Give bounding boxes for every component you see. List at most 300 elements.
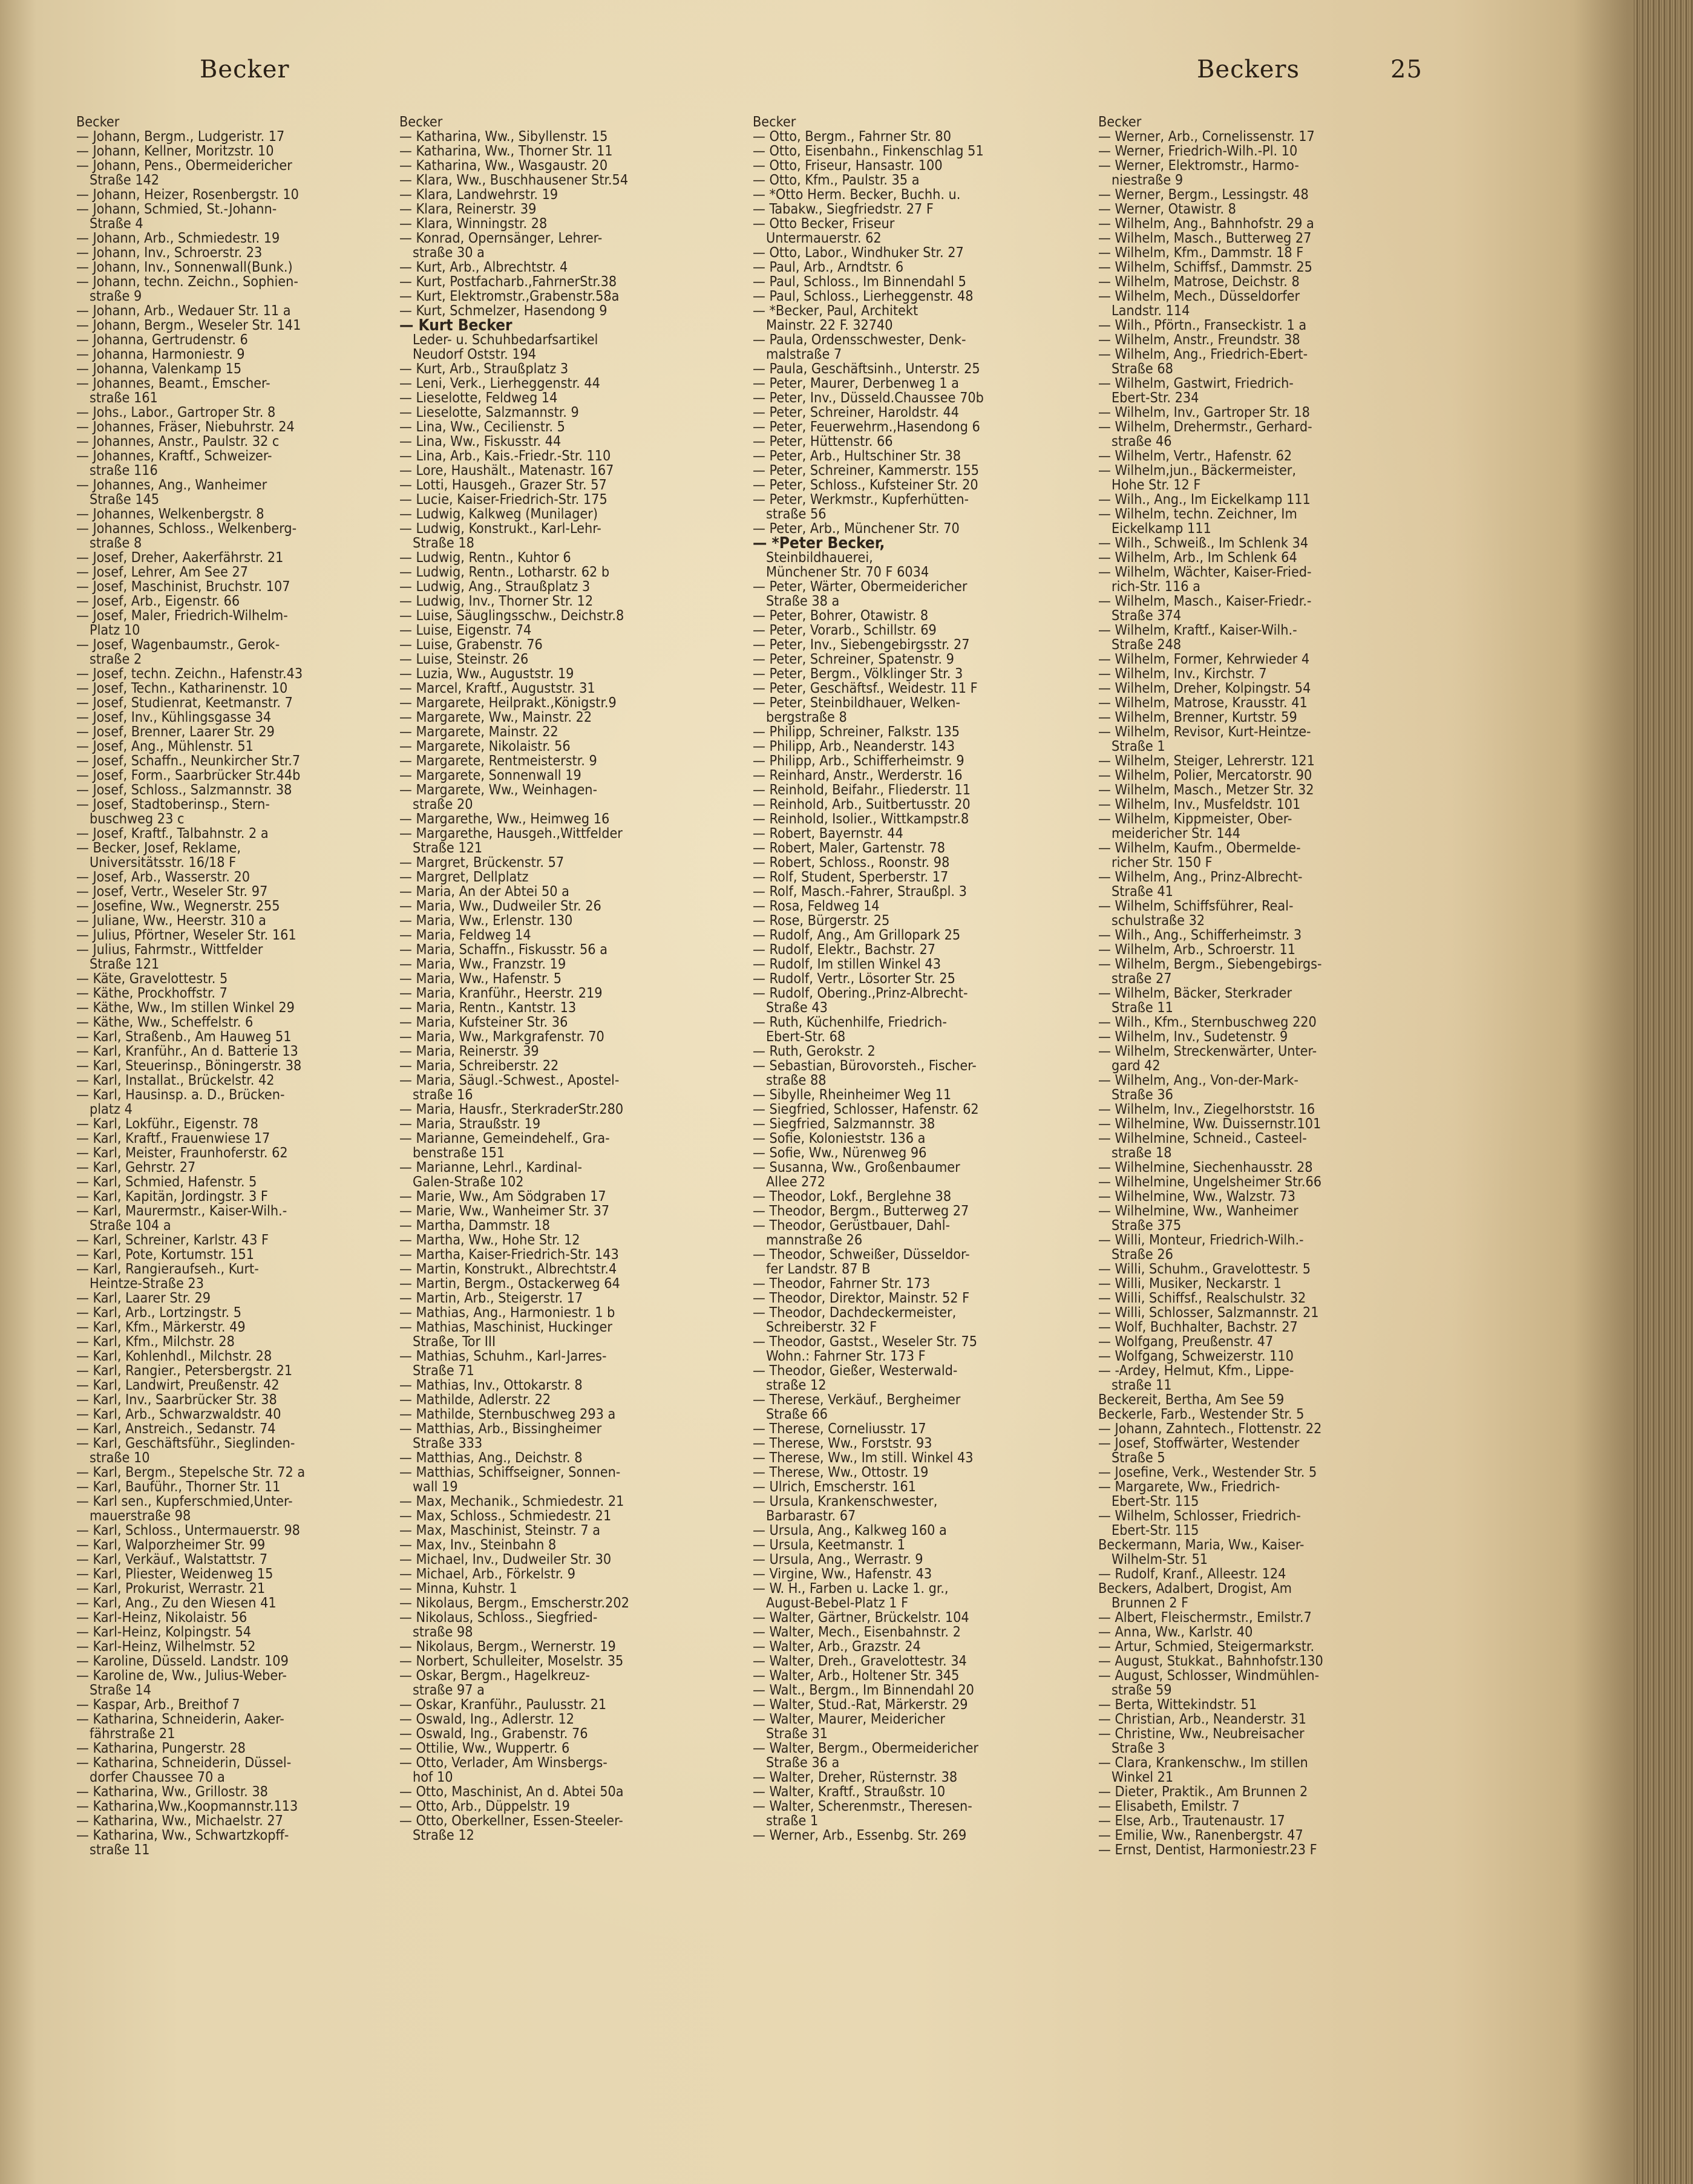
directory-entry-line: niestraße 9	[1112, 173, 1184, 188]
directory-entry-line: straße 116	[90, 463, 158, 478]
directory-entry-line: — Maria, Ww., Markgrafenstr. 70	[399, 1030, 604, 1044]
directory-entry-line: — Otto, Maschinist, An d. Abtei 50a	[399, 1785, 624, 1799]
directory-entry-line: Straße 5	[1112, 1451, 1165, 1465]
directory-entry-line: Becker	[76, 115, 120, 129]
directory-entry-line: — Maria, Ww., Erlenstr. 130	[399, 914, 573, 928]
directory-entry-line: — Wilhelm, Kraftf., Kaiser-Wilh.-	[1098, 623, 1297, 638]
directory-entry-line: — Karl, Bergm., Stepelsche Str. 72 a	[76, 1465, 306, 1480]
directory-entry-line: — Dieter, Praktik., Am Brunnen 2	[1098, 1785, 1308, 1799]
directory-entry-line: — Otto, Verlader, Am Winsbergs-	[399, 1756, 607, 1770]
directory-entry-line: — Wilhelm, Ang., Friedrich-Ebert-	[1098, 347, 1308, 362]
directory-entry-line: Ebert-Str. 234	[1112, 391, 1199, 405]
directory-entry-line: malstraße 7	[766, 347, 842, 362]
directory-entry-line: straße 1	[766, 1814, 819, 1828]
directory-entry-line: — Johann, Schmied, St.-Johann-	[76, 202, 277, 217]
directory-entry-line: Münchener Str. 70 F 6034	[766, 565, 929, 580]
directory-entry-line: — Emilie, Ww., Ranenbergstr. 47	[1098, 1828, 1303, 1843]
directory-entry-line: — Willi, Monteur, Friedrich-Wilh.-	[1098, 1233, 1304, 1247]
directory-entry-line: — Reinhold, Beifahr., Fliederstr. 11	[753, 783, 971, 797]
directory-entry-line: — Wilhelm, Schiffsführer, Real-	[1098, 899, 1294, 914]
directory-entry-line: — Max, Schloss., Schmiedestr. 21	[399, 1509, 612, 1523]
directory-entry-line: — Wilhelm, Drehermstr., Gerhard-	[1098, 420, 1312, 434]
directory-entry-line: — Margarete, Mainstr. 22	[399, 725, 558, 739]
directory-entry-line: — Johanna, Valenkamp 15	[76, 362, 242, 376]
directory-entry-line: — Peter, Schreiner, Spatenstr. 9	[753, 652, 954, 667]
directory-entry-line: straße 9	[90, 289, 142, 304]
directory-entry-line: — Paula, Ordensschwester, Denk-	[753, 333, 966, 347]
directory-entry-line: straße 11	[90, 1843, 150, 1857]
directory-entry-line: — Kurt, Arb., Straußplatz 3	[399, 362, 569, 376]
directory-entry-line: — Rudolf, Vertr., Lösorter Str. 25	[753, 972, 955, 986]
directory-entry-line: — Karl, Pote, Kortumstr. 151	[76, 1247, 255, 1262]
directory-entry-line: — Max, Inv., Steinbahn 8	[399, 1538, 557, 1552]
directory-entry-line: — Otto, Labor., Windhuker Str. 27	[753, 246, 964, 260]
directory-entry-line: straße 88	[766, 1073, 827, 1088]
directory-entry-line: — Josef, Maschinist, Bruchstr. 107	[76, 580, 290, 594]
directory-entry-line: dorfer Chaussee 70 a	[90, 1770, 225, 1785]
directory-entry-line: — Wilhelm, Ang., Von-der-Mark-	[1098, 1073, 1298, 1088]
directory-entry-line: — Marianne, Lehrl., Kardinal-	[399, 1160, 583, 1175]
directory-entry-line: Beckers, Adalbert, Drogist, Am	[1098, 1581, 1292, 1596]
directory-entry-line: schulstraße 32	[1112, 914, 1205, 928]
directory-entry-line: — Margret, Brückenstr. 57	[399, 855, 565, 870]
directory-entry-line: — Peter, Bohrer, Otawistr. 8	[753, 609, 929, 623]
directory-entry-line: — Wilhelm, Steiger, Lehrerstr. 121	[1098, 754, 1315, 768]
directory-entry-line: Straße 375	[1112, 1218, 1182, 1233]
directory-entry-line: — Lieselotte, Feldweg 14	[399, 391, 558, 405]
directory-entry-line: — Wilhelm, Masch., Kaiser-Friedr.-	[1098, 594, 1312, 609]
directory-entry-line: — Klara, Winningstr. 28	[399, 217, 548, 231]
directory-entry-line: — Margarethe, Hausgeh.,Wittfelder	[399, 826, 623, 841]
directory-entry-line: — Karl, Arb., Lortzingstr. 5	[76, 1306, 242, 1320]
directory-entry-line: — Martha, Ww., Hohe Str. 12	[399, 1233, 580, 1247]
directory-entry-line: — Oswald, Ing., Adlerstr. 12	[399, 1712, 574, 1727]
directory-entry-line: wall 19	[413, 1480, 458, 1494]
directory-entry-line: — Paul, Schloss., Im Binnendahl 5	[753, 275, 966, 289]
directory-entry-line: — Marie, Ww., Am Södgraben 17	[399, 1189, 606, 1204]
directory-entry-line: — Wilhelm, Wächter, Kaiser-Fried-	[1098, 565, 1312, 580]
directory-entry-line: — Katharina, Ww., Thorner Str. 11	[399, 144, 613, 159]
directory-entry-line: Wohn.: Fahrner Str. 173 F	[766, 1349, 926, 1364]
directory-entry-line: — Wilhelm, techn. Zeichner, Im	[1098, 507, 1297, 521]
directory-entry-line: — Virgine, Ww., Hafenstr. 43	[753, 1567, 932, 1581]
directory-entry-line: — Werner, Bergm., Lessingstr. 48	[1098, 188, 1309, 202]
directory-entry-line: — Karl, Schmied, Hafenstr. 5	[76, 1175, 257, 1189]
directory-entry-line: — Maria, Ww., Dudweiler Str. 26	[399, 899, 601, 914]
page-number: 25	[1390, 56, 1423, 83]
directory-entry-line: — Johann, Arb., Schmiedestr. 19	[76, 231, 280, 246]
directory-entry-line: — Margret, Dellplatz	[399, 870, 529, 884]
directory-entry-line: — Ulrich, Emscherstr. 161	[753, 1480, 916, 1494]
directory-entry-line: — Johannes, Kraftf., Schweizer-	[76, 449, 272, 463]
directory-entry-line: — Karl-Heinz, Kolpingstr. 54	[76, 1625, 252, 1640]
directory-entry-line: — Werner, Friedrich-Wilh.-Pl. 10	[1098, 144, 1298, 159]
directory-entry-line: Straße 41	[1112, 884, 1173, 899]
directory-entry-line: — Rudolf, Kranf., Alleestr. 124	[1098, 1567, 1286, 1581]
directory-entry-line: — Wilhelm, Kfm., Dammstr. 18 F	[1098, 246, 1304, 260]
directory-entry-line: — Oskar, Kranführ., Paulusstr. 21	[399, 1698, 607, 1712]
directory-entry-line: — Katharina, Ww., Grillostr. 38	[76, 1785, 268, 1799]
directory-entry-line: — Clara, Krankenschw., Im stillen	[1098, 1756, 1308, 1770]
directory-entry-line: Untermauerstr. 62	[766, 231, 882, 246]
directory-entry-line: — Werner, Arb., Cornelissenstr. 17	[1098, 129, 1315, 144]
directory-entry-line: — Katharina, Pungerstr. 28	[76, 1741, 246, 1756]
directory-entry-line: — Marianne, Gemeindehelf., Gra-	[399, 1131, 610, 1146]
directory-entry-line: — Willi, Schiffsf., Realschulstr. 32	[1098, 1291, 1306, 1306]
directory-entry-line: Beckereit, Bertha, Am See 59	[1098, 1393, 1285, 1407]
directory-entry-line: — Theodor, Fahrner Str. 173	[753, 1277, 931, 1291]
directory-entry-line: Allee 272	[766, 1175, 825, 1189]
directory-entry-line: — Margarete, Ww., Weinhagen-	[399, 783, 598, 797]
directory-entry-line: — Christian, Arb., Neanderstr. 31	[1098, 1712, 1307, 1727]
directory-entry-line: — Christine, Ww., Neubreisacher	[1098, 1727, 1305, 1741]
directory-entry-line: — Maria, Schreiberstr. 22	[399, 1059, 559, 1073]
directory-entry-line: — Maria, Ww., Hafenstr. 5	[399, 972, 562, 986]
directory-entry-line: hof 10	[413, 1770, 453, 1785]
directory-entry-line: — Berta, Wittekindstr. 51	[1098, 1698, 1257, 1712]
directory-entry-line: — Peter, Steinbildhauer, Welken-	[753, 696, 960, 710]
directory-entry-line: — Tabakw., Siegfriedstr. 27 F	[753, 202, 934, 217]
directory-entry-line: gard 42	[1112, 1059, 1161, 1073]
directory-entry-line: — Wilhelmine, Ww. Duissernstr.101	[1098, 1117, 1321, 1131]
directory-entry-line: Brunnen 2 F	[1112, 1596, 1189, 1610]
directory-entry-line: — Michael, Arb., Förkelstr. 9	[399, 1567, 575, 1581]
directory-entry-line: — Karl, Kapitän, Jordingstr. 3 F	[76, 1189, 268, 1204]
directory-entry-line: straße 8	[90, 536, 142, 551]
directory-entry-line: — Theodor, Gerüstbauer, Dahl-	[753, 1218, 951, 1233]
directory-entry-line: — Wilhelm, Masch., Metzer Str. 32	[1098, 783, 1314, 797]
directory-entry-line: — Therese, Ww., Im still. Winkel 43	[753, 1451, 974, 1465]
directory-entry-line: — Josef, Brenner, Laarer Str. 29	[76, 725, 275, 739]
directory-entry-line: — Katharina, Schneiderin, Aaker-	[76, 1712, 284, 1727]
directory-entry-line: Eickelkamp 111	[1112, 521, 1211, 536]
directory-entry-line: — Becker, Josef, Reklame,	[76, 841, 241, 855]
directory-entry-line: — Wilh., Schweiß., Im Schlenk 34	[1098, 536, 1309, 551]
directory-entry-line: Straße 333	[413, 1436, 483, 1451]
directory-entry-line: — Walt., Bergm., Im Binnendahl 20	[753, 1683, 974, 1698]
directory-entry-line: — Maria, An der Abtei 50 a	[399, 884, 569, 899]
column-3	[753, 115, 1089, 1843]
directory-entry-line: — Therese, Verkäuf., Bergheimer	[753, 1393, 961, 1407]
directory-entry-line: — Kaspar, Arb., Breithof 7	[76, 1698, 240, 1712]
directory-entry-line: Wilhelm-Str. 51	[1112, 1552, 1208, 1567]
directory-entry-line: — Peter, Geschäftsf., Weidestr. 11 F	[753, 681, 978, 696]
directory-entry-line: — Karl, Rangieraufseh., Kurt-	[76, 1262, 259, 1277]
directory-entry-line: — Nikolaus, Bergm., Wernerstr. 19	[399, 1640, 616, 1654]
directory-entry-line: — Josef, Lehrer, Am See 27	[76, 565, 248, 580]
directory-entry-line: Straße 26	[1112, 1247, 1173, 1262]
directory-entry-line: rich-Str. 116 a	[1112, 580, 1200, 594]
directory-entry-line: — Mathilde, Sternbuschweg 293 a	[399, 1407, 616, 1422]
directory-entry-line: August-Bebel-Platz 1 F	[766, 1596, 909, 1610]
directory-entry-line: — Wilhelm, Arb., Schroerstr. 11	[1098, 943, 1296, 957]
directory-entry-line: — Peter, Wärter, Obermeidericher	[753, 580, 968, 594]
directory-entry-line: — Wilhelm, Schlosser, Friedrich-	[1098, 1509, 1301, 1523]
directory-entry-line: — Wilhelm, Matrose, Deichstr. 8	[1098, 275, 1300, 289]
directory-entry-line: — Käte, Gravelottestr. 5	[76, 972, 228, 986]
directory-entry-line: — Lina, Ww., Fiskusstr. 44	[399, 434, 562, 449]
directory-entry-line: — Wilhelm, Arb., Im Schlenk 64	[1098, 551, 1297, 565]
directory-entry-line: straße 59	[1112, 1683, 1172, 1698]
directory-entry-line: — Maria, Säugl.-Schwest., Apostel-	[399, 1073, 620, 1088]
directory-entry-line: Mainstr. 22 F. 32740	[766, 318, 893, 333]
directory-entry-line: Straße 11	[1112, 1001, 1173, 1015]
directory-entry-line: Straße 121	[413, 841, 483, 855]
directory-entry-line: Leder- u. Schuhbedarfsartikel	[413, 333, 598, 347]
directory-entry-line: — Josef, Arb., Wasserstr. 20	[76, 870, 250, 884]
directory-entry-line: straße 18	[1112, 1146, 1172, 1160]
directory-entry-line: — Wilhelm, Streckenwärter, Unter-	[1098, 1044, 1317, 1059]
directory-entry-line: — Karl, Laarer Str. 29	[76, 1291, 211, 1306]
directory-entry-line: Ebert-Str. 115	[1112, 1494, 1199, 1509]
directory-entry-line: — Johann, Kellner, Moritzstr. 10	[76, 144, 274, 159]
directory-entry-line: — Margarete, Ww., Friedrich-	[1098, 1480, 1280, 1494]
directory-entry-line: — Käthe, Prockhoffstr. 7	[76, 986, 228, 1001]
directory-entry-line: — Kurt Becker	[399, 318, 512, 333]
directory-entry-line: — Martin, Bergm., Ostackerweg 64	[399, 1277, 620, 1291]
directory-entry-line: — Karl, Schreiner, Karlstr. 43 F	[76, 1233, 269, 1247]
directory-entry-line: — Wilhelm, Masch., Butterweg 27	[1098, 231, 1312, 246]
directory-entry-line: — Johann, Zahntech., Flottenstr. 22	[1098, 1422, 1322, 1436]
directory-entry-line: — Wilhelm, Schiffsf., Dammstr. 25	[1098, 260, 1312, 275]
directory-entry-line: Straße 248	[1112, 638, 1182, 652]
directory-entry-line: — Wilh., Pförtn., Franseckistr. 1 a	[1098, 318, 1307, 333]
directory-entry-line: — Peter, Bergm., Völklinger Str. 3	[753, 667, 963, 681]
directory-entry-line: — Johann, Inv., Schroerstr. 23	[76, 246, 263, 260]
directory-entry-line: — Sofie, Ww., Nürenweg 96	[753, 1146, 927, 1160]
directory-entry-line: Straße 142	[90, 173, 160, 188]
directory-entry-line: — Sebastian, Bürovorsteh., Fischer-	[753, 1059, 977, 1073]
directory-entry-line: — Karoline de, Ww., Julius-Weber-	[76, 1669, 287, 1683]
directory-entry-line: — *Otto Herm. Becker, Buchh. u.	[753, 188, 961, 202]
directory-entry-line: — Karl, Anstreich., Sedanstr. 74	[76, 1422, 276, 1436]
directory-entry-line: — Peter, Inv., Siebengebirgsstr. 27	[753, 638, 970, 652]
directory-entry-line: — Maria, Hausfr., SterkraderStr.280	[399, 1102, 624, 1117]
directory-entry-line: — Rudolf, Im stillen Winkel 43	[753, 957, 941, 972]
column-1	[76, 115, 412, 1857]
directory-entry-line: — Josef, Dreher, Aakerfährstr. 21	[76, 551, 284, 565]
directory-entry-line: Straße 18	[413, 536, 474, 551]
directory-entry-line: — Kurt, Postfacharb.,FahrnerStr.38	[399, 275, 617, 289]
directory-entry-line: straße 2	[90, 652, 142, 667]
directory-entry-line: — Werner, Elektromstr., Harmo-	[1098, 159, 1299, 173]
directory-entry-line: — Paula, Geschäftsinh., Unterstr. 25	[753, 362, 980, 376]
directory-entry-line: — Karl, Meister, Fraunhoferstr. 62	[76, 1146, 288, 1160]
directory-entry-line: Straße 104 a	[90, 1218, 171, 1233]
directory-entry-line: — Maria, Schaffn., Fiskusstr. 56 a	[399, 943, 607, 957]
directory-entry-line: — Therese, Corneliusstr. 17	[753, 1422, 926, 1436]
directory-entry-line: — Robert, Schloss., Roonstr. 98	[753, 855, 950, 870]
directory-entry-line: — Maria, Ww., Franzstr. 19	[399, 957, 566, 972]
directory-entry-line: — Else, Arb., Trautenaustr. 17	[1098, 1814, 1285, 1828]
directory-entry-line: Steinbildhauerei,	[766, 551, 873, 565]
directory-entry-line: — Lina, Arb., Kais.-Friedr.-Str. 110	[399, 449, 611, 463]
directory-entry-line: — Otto, Friseur, Hansastr. 100	[753, 159, 943, 173]
directory-entry-line: Becker	[753, 115, 796, 129]
column-4	[1098, 115, 1434, 1857]
directory-entry-line: — Josef, Vertr., Weseler Str. 97	[76, 884, 268, 899]
directory-entry-line: — W. H., Farben u. Lacke 1. gr.,	[753, 1581, 949, 1596]
directory-entry-line: — Josef, Schloss., Salzmannstr. 38	[76, 783, 292, 797]
directory-entry-line: — Wilhelmine, Siechenhausstr. 28	[1098, 1160, 1313, 1175]
directory-entry-line: — Karl, Verkäuf., Walstattstr. 7	[76, 1552, 268, 1567]
directory-entry-line: — Otto Becker, Friseur	[753, 217, 895, 231]
directory-entry-line: — Johann, Inv., Sonnenwall(Bunk.)	[76, 260, 293, 275]
directory-entry-line: — Johannes, Fräser, Niebuhrstr. 24	[76, 420, 295, 434]
directory-entry-line: — Wilhelm, Inv., Kirchstr. 7	[1098, 667, 1267, 681]
directory-entry-line: — Käthe, Ww., Im stillen Winkel 29	[76, 1001, 295, 1015]
directory-entry-line: — Sofie, Kolonieststr. 136 a	[753, 1131, 926, 1146]
directory-entry-line: — Karl-Heinz, Nikolaistr. 56	[76, 1610, 247, 1625]
directory-entry-line: — Nikolaus, Bergm., Emscherstr.202	[399, 1596, 629, 1610]
directory-entry-line: — Karl, Prokurist, Werrastr. 21	[76, 1581, 266, 1596]
directory-entry-line: — Julius, Fahrmstr., Wittfelder	[76, 943, 263, 957]
directory-entry-line: — Wilhelm, Dreher, Kolpingstr. 54	[1098, 681, 1311, 696]
directory-entry-line: — Wolf, Buchhalter, Bachstr. 27	[1098, 1320, 1298, 1335]
directory-entry-line: — Karl, Steuerinsp., Böningerstr. 38	[76, 1059, 302, 1073]
directory-entry-line: — Theodor, Gießer, Westerwald-	[753, 1364, 958, 1378]
directory-entry-line: — Peter, Inv., Düsseld.Chaussee 70b	[753, 391, 984, 405]
directory-entry-line: — Mathilde, Adlerstr. 22	[399, 1393, 551, 1407]
directory-entry-line: — August, Schlosser, Windmühlen-	[1098, 1669, 1320, 1683]
directory-entry-line: — Wilhelmine, Ww., Wanheimer	[1098, 1204, 1298, 1218]
directory-entry-line: — Martha, Dammstr. 18	[399, 1218, 551, 1233]
directory-entry-line: — Johs., Labor., Gartroper Str. 8	[76, 405, 276, 420]
directory-entry-line: — Johannes, Ang., Wanheimer	[76, 478, 267, 492]
directory-entry-line: richer Str. 150 F	[1112, 855, 1213, 870]
directory-entry-line: bergstraße 8	[766, 710, 847, 725]
directory-entry-line: — Katharina,Ww.,Koopmannstr.113	[76, 1799, 298, 1814]
directory-entry-line: — Karl, Arb., Schwarzwaldstr. 40	[76, 1407, 281, 1422]
directory-entry-line: — Minna, Kuhstr. 1	[399, 1581, 517, 1596]
directory-entry-line: — Mathias, Schuhm., Karl-Jarres-	[399, 1349, 607, 1364]
directory-entry-line: Ebert-Str. 115	[1112, 1523, 1199, 1538]
directory-entry-line: — Willi, Musiker, Neckarstr. 1	[1098, 1277, 1282, 1291]
directory-entry-line: — Norbert, Schulleiter, Moselstr. 35	[399, 1654, 624, 1669]
directory-entry-line: — Josef, Inv., Kühlingsgasse 34	[76, 710, 272, 725]
directory-entry-line: — Karl, Gehrstr. 27	[76, 1160, 196, 1175]
directory-entry-line: — Johannes, Welkenbergstr. 8	[76, 507, 264, 521]
directory-entry-line: — Walter, Arb., Grazstr. 24	[753, 1640, 921, 1654]
directory-entry-line: — Ludwig, Rentn., Kuhtor 6	[399, 551, 571, 565]
directory-entry-line: benstraße 151	[413, 1146, 505, 1160]
directory-entry-line: — Wilhelm, Former, Kehrwieder 4	[1098, 652, 1310, 667]
directory-entry-line: — Wilhelm, Polier, Mercatorstr. 90	[1098, 768, 1312, 783]
directory-entry-line: — Josef, Stadtoberinsp., Stern-	[76, 797, 270, 812]
directory-entry-line: — Katharina, Schneiderin, Düssel-	[76, 1756, 292, 1770]
directory-entry-line: — Ursula, Ang., Kalkweg 160 a	[753, 1523, 947, 1538]
directory-entry-line: — Karl-Heinz, Wilhelmstr. 52	[76, 1640, 256, 1654]
directory-entry-line: — Max, Mechanik., Schmiedestr. 21	[399, 1494, 624, 1509]
directory-entry-line: — Peter, Vorarb., Schillstr. 69	[753, 623, 937, 638]
directory-entry-line: straße 20	[413, 797, 473, 812]
directory-entry-line: — Karl, Geschäftsführ., Sieglinden-	[76, 1436, 295, 1451]
directory-entry-line: — Margarete, Heilprakt.,Königstr.9	[399, 696, 617, 710]
directory-entry-line: — Johanna, Gertrudenstr. 6	[76, 333, 248, 347]
directory-entry-line: Becker	[1098, 115, 1142, 129]
directory-entry-line: — Katharina, Ww., Schwartzkopff-	[76, 1828, 289, 1843]
directory-entry-line: — Karl sen., Kupferschmied,Unter-	[76, 1494, 293, 1509]
directory-entry-line: — Ottilie, Ww., Wuppertr. 6	[399, 1741, 570, 1756]
directory-entry-line: Ebert-Str. 68	[766, 1030, 846, 1044]
directory-entry-line: — Otto, Kfm., Paulstr. 35 a	[753, 173, 920, 188]
directory-entry-line: — Theodor, Direktor, Mainstr. 52 F	[753, 1291, 970, 1306]
directory-entry-line: — Klara, Reinerstr. 39	[399, 202, 537, 217]
directory-entry-line: — Wilhelm, Inv., Musfeldstr. 101	[1098, 797, 1301, 812]
directory-entry-line: — Karl, Straßenb., Am Hauweg 51	[76, 1030, 292, 1044]
directory-entry-line: — Walter, Maurer, Meidericher	[753, 1712, 945, 1727]
directory-entry-line: — Walter, Stud.-Rat, Märkerstr. 29	[753, 1698, 968, 1712]
directory-entry-line: — Martin, Arb., Steigerstr. 17	[399, 1291, 583, 1306]
directory-entry-line: — Theodor, Bergm., Butterweg 27	[753, 1204, 969, 1218]
directory-entry-line: Winkel 21	[1112, 1770, 1174, 1785]
directory-entry-line: — Maria, Kufsteiner Str. 36	[399, 1015, 568, 1030]
directory-entry-line: — Walter, Bergm., Obermeidericher	[753, 1741, 978, 1756]
directory-entry-line: — *Becker, Paul, Architekt	[753, 304, 919, 318]
directory-entry-line: — Wilhelm, Matrose, Krausstr. 41	[1098, 696, 1308, 710]
directory-entry-line: — Peter, Maurer, Derbenweg 1 a	[753, 376, 959, 391]
directory-entry-line: — Rolf, Masch.-Fahrer, Straußpl. 3	[753, 884, 967, 899]
directory-entry-line: — Kurt, Arb., Albrechtstr. 4	[399, 260, 568, 275]
directory-entry-line: — Willi, Schlosser, Salzmannstr. 21	[1098, 1306, 1319, 1320]
directory-entry-line: — Leni, Verk., Lierheggenstr. 44	[399, 376, 600, 391]
directory-entry-line: — Luise, Eigenstr. 74	[399, 623, 532, 638]
directory-entry-line: — Paul, Arb., Arndtstr. 6	[753, 260, 904, 275]
directory-entry-line: — Karl, Installat., Brückelstr. 42	[76, 1073, 275, 1088]
directory-entry-line: — Josef, Stoffwärter, Westender	[1098, 1436, 1300, 1451]
directory-entry-line: — Rudolf, Ang., Am Grillopark 25	[753, 928, 961, 943]
directory-entry-line: Straße 4	[90, 217, 143, 231]
directory-entry-line: — Robert, Bayernstr. 44	[753, 826, 903, 841]
directory-entry-line: — Wilhelm, Bäcker, Sterkrader	[1098, 986, 1292, 1001]
directory-entry-line: — Karl, Kraftf., Frauenwiese 17	[76, 1131, 270, 1146]
directory-entry-line: Straße 36 a	[766, 1756, 840, 1770]
directory-entry-line: — Ursula, Ang., Werrastr. 9	[753, 1552, 923, 1567]
directory-entry-line: Straße 68	[1112, 362, 1173, 376]
directory-entry-line: — Karl, Maurermstr., Kaiser-Wilh.-	[76, 1204, 287, 1218]
directory-entry-line: — Rudolf, Elektr., Bachstr. 27	[753, 943, 935, 957]
directory-entry-line: — Martin, Konstrukt., Albrechtstr.4	[399, 1262, 617, 1277]
directory-entry-line: — Therese, Ww., Forststr. 93	[753, 1436, 932, 1451]
directory-entry-line: straße 97 a	[413, 1683, 485, 1698]
directory-entry-line: — Karl, Schloss., Untermauerstr. 98	[76, 1523, 300, 1538]
directory-entry-line: — Margarethe, Ww., Heimweg 16	[399, 812, 610, 826]
directory-entry-line: — Matthias, Ang., Deichstr. 8	[399, 1451, 583, 1465]
directory-entry-line: — Willi, Schuhm., Gravelottestr. 5	[1098, 1262, 1311, 1277]
directory-entry-line: — Margarete, Rentmeisterstr. 9	[399, 754, 597, 768]
directory-entry-line: — Ludwig, Konstrukt., Karl-Lehr-	[399, 521, 601, 536]
directory-entry-line: — Theodor, Dachdeckermeister,	[753, 1306, 957, 1320]
directory-entry-line: — Klara, Landwehrstr. 19	[399, 188, 558, 202]
directory-entry-line: — Johannes, Anstr., Paulstr. 32 c	[76, 434, 280, 449]
directory-entry-line: — Nikolaus, Schloss., Siegfried-	[399, 1610, 598, 1625]
directory-entry-line: — Katharina, Ww., Sibyllenstr. 15	[399, 129, 608, 144]
directory-entry-line: — Johannes, Beamt., Emscher-	[76, 376, 270, 391]
directory-entry-line: — Karl, Landwirt, Preußenstr. 42	[76, 1378, 280, 1393]
directory-entry-line: — August, Stukkat., Bahnhofstr.130	[1098, 1654, 1323, 1669]
directory-entry-line: straße 56	[766, 507, 827, 521]
directory-entry-line: — Luise, Grabenstr. 76	[399, 638, 543, 652]
directory-entry-line: — Peter, Werkmstr., Kupferhütten-	[753, 492, 969, 507]
directory-entry-line: — Ursula, Keetmanstr. 1	[753, 1538, 905, 1552]
directory-entry-line: — Josef, Arb., Eigenstr. 66	[76, 594, 240, 609]
directory-entry-line: — Katharina, Ww., Michaelstr. 27	[76, 1814, 283, 1828]
directory-entry-line: Straße 31	[766, 1727, 828, 1741]
directory-entry-line: — Wilhelm, Kippmeister, Ober-	[1098, 812, 1292, 826]
directory-entry-line: — Michael, Inv., Dudweiler Str. 30	[399, 1552, 612, 1567]
directory-entry-line: — Wilh., Kfm., Sternbuschweg 220	[1098, 1015, 1317, 1030]
directory-entry-line: straße 30 a	[413, 246, 485, 260]
